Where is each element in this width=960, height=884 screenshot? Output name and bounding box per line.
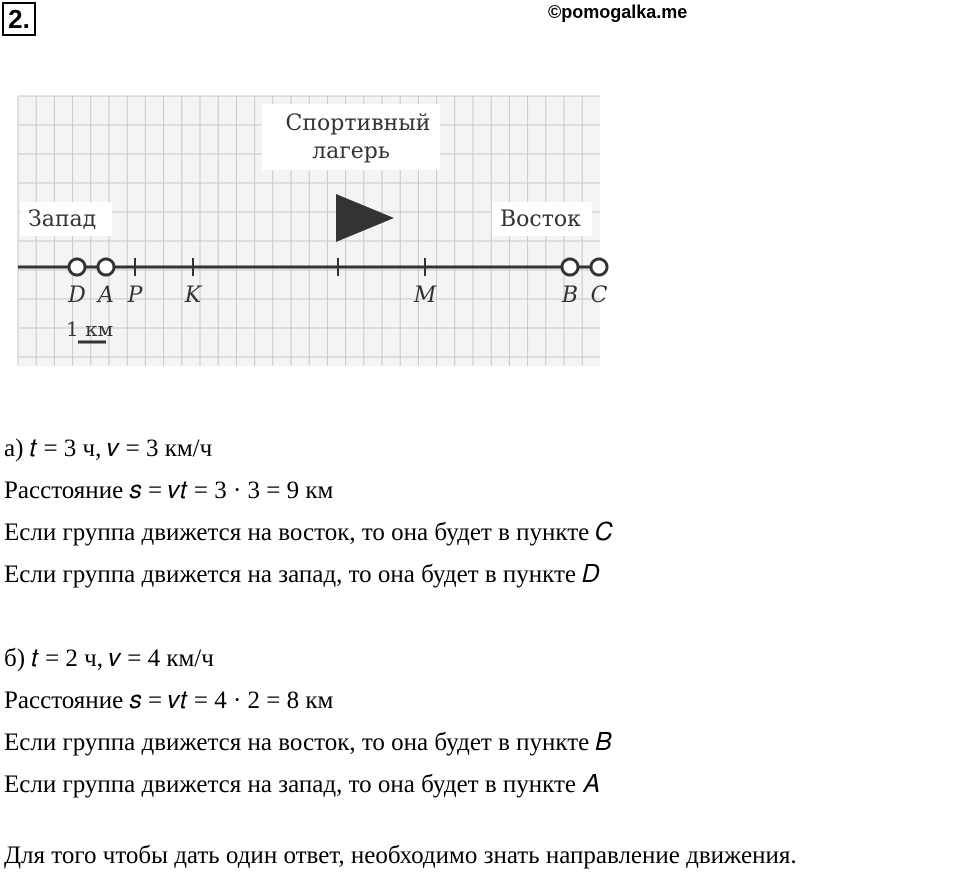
point-marker-a	[98, 259, 114, 275]
point-label-b: B	[561, 283, 579, 308]
camp-label-line2: лагерь	[312, 139, 390, 164]
east-label: Восток	[500, 207, 581, 232]
part-b-east: Если группа движется на восток, то она будет в пункте 𝐵	[4, 729, 613, 756]
part-b-given: б) 𝑡 = 2 ч, 𝑣 = 4 км/ч	[4, 645, 214, 672]
point-label-a: A	[98, 283, 114, 308]
conclusion: Для того чтобы дать один ответ, необходимо знать направление движения.	[4, 842, 797, 869]
part-a-given: а) 𝑡 = 3 ч, 𝑣 = 3 км/ч	[4, 435, 213, 462]
camp-label-line1: Спортивный	[285, 111, 431, 136]
point-label-p: P	[127, 283, 143, 308]
part-a-west: Если группа движется на запад, то она будет в пункте 𝐷	[4, 561, 600, 588]
part-a-distance: Расстояние 𝑠 = 𝑣𝑡 = 3 · 3 = 9 км	[4, 477, 334, 504]
number-line-figure	[0, 90, 610, 375]
point-label-k: K	[184, 283, 202, 308]
point-label-d: D	[68, 283, 86, 308]
part-b-distance: Расстояние 𝑠 = 𝑣𝑡 = 4 · 2 = 8 км	[4, 687, 334, 714]
solution	[4, 428, 613, 806]
west-label: Запад	[28, 207, 97, 232]
point-label-m: M	[413, 283, 437, 308]
task-number: 2.	[2, 2, 36, 36]
point-label-c: C	[590, 283, 608, 308]
part-a-east: Если группа движется на восток, то она будет в пункте 𝐶	[4, 519, 614, 546]
point-marker-b	[562, 259, 578, 275]
watermark: ©pomogalka.me	[548, 2, 688, 22]
point-marker-d	[69, 259, 85, 275]
point-marker-c	[591, 259, 607, 275]
scale-label: 1 км	[66, 317, 114, 341]
part-b-west: Если группа движется на запад, то она будет в пункте 𝐴	[4, 771, 599, 798]
